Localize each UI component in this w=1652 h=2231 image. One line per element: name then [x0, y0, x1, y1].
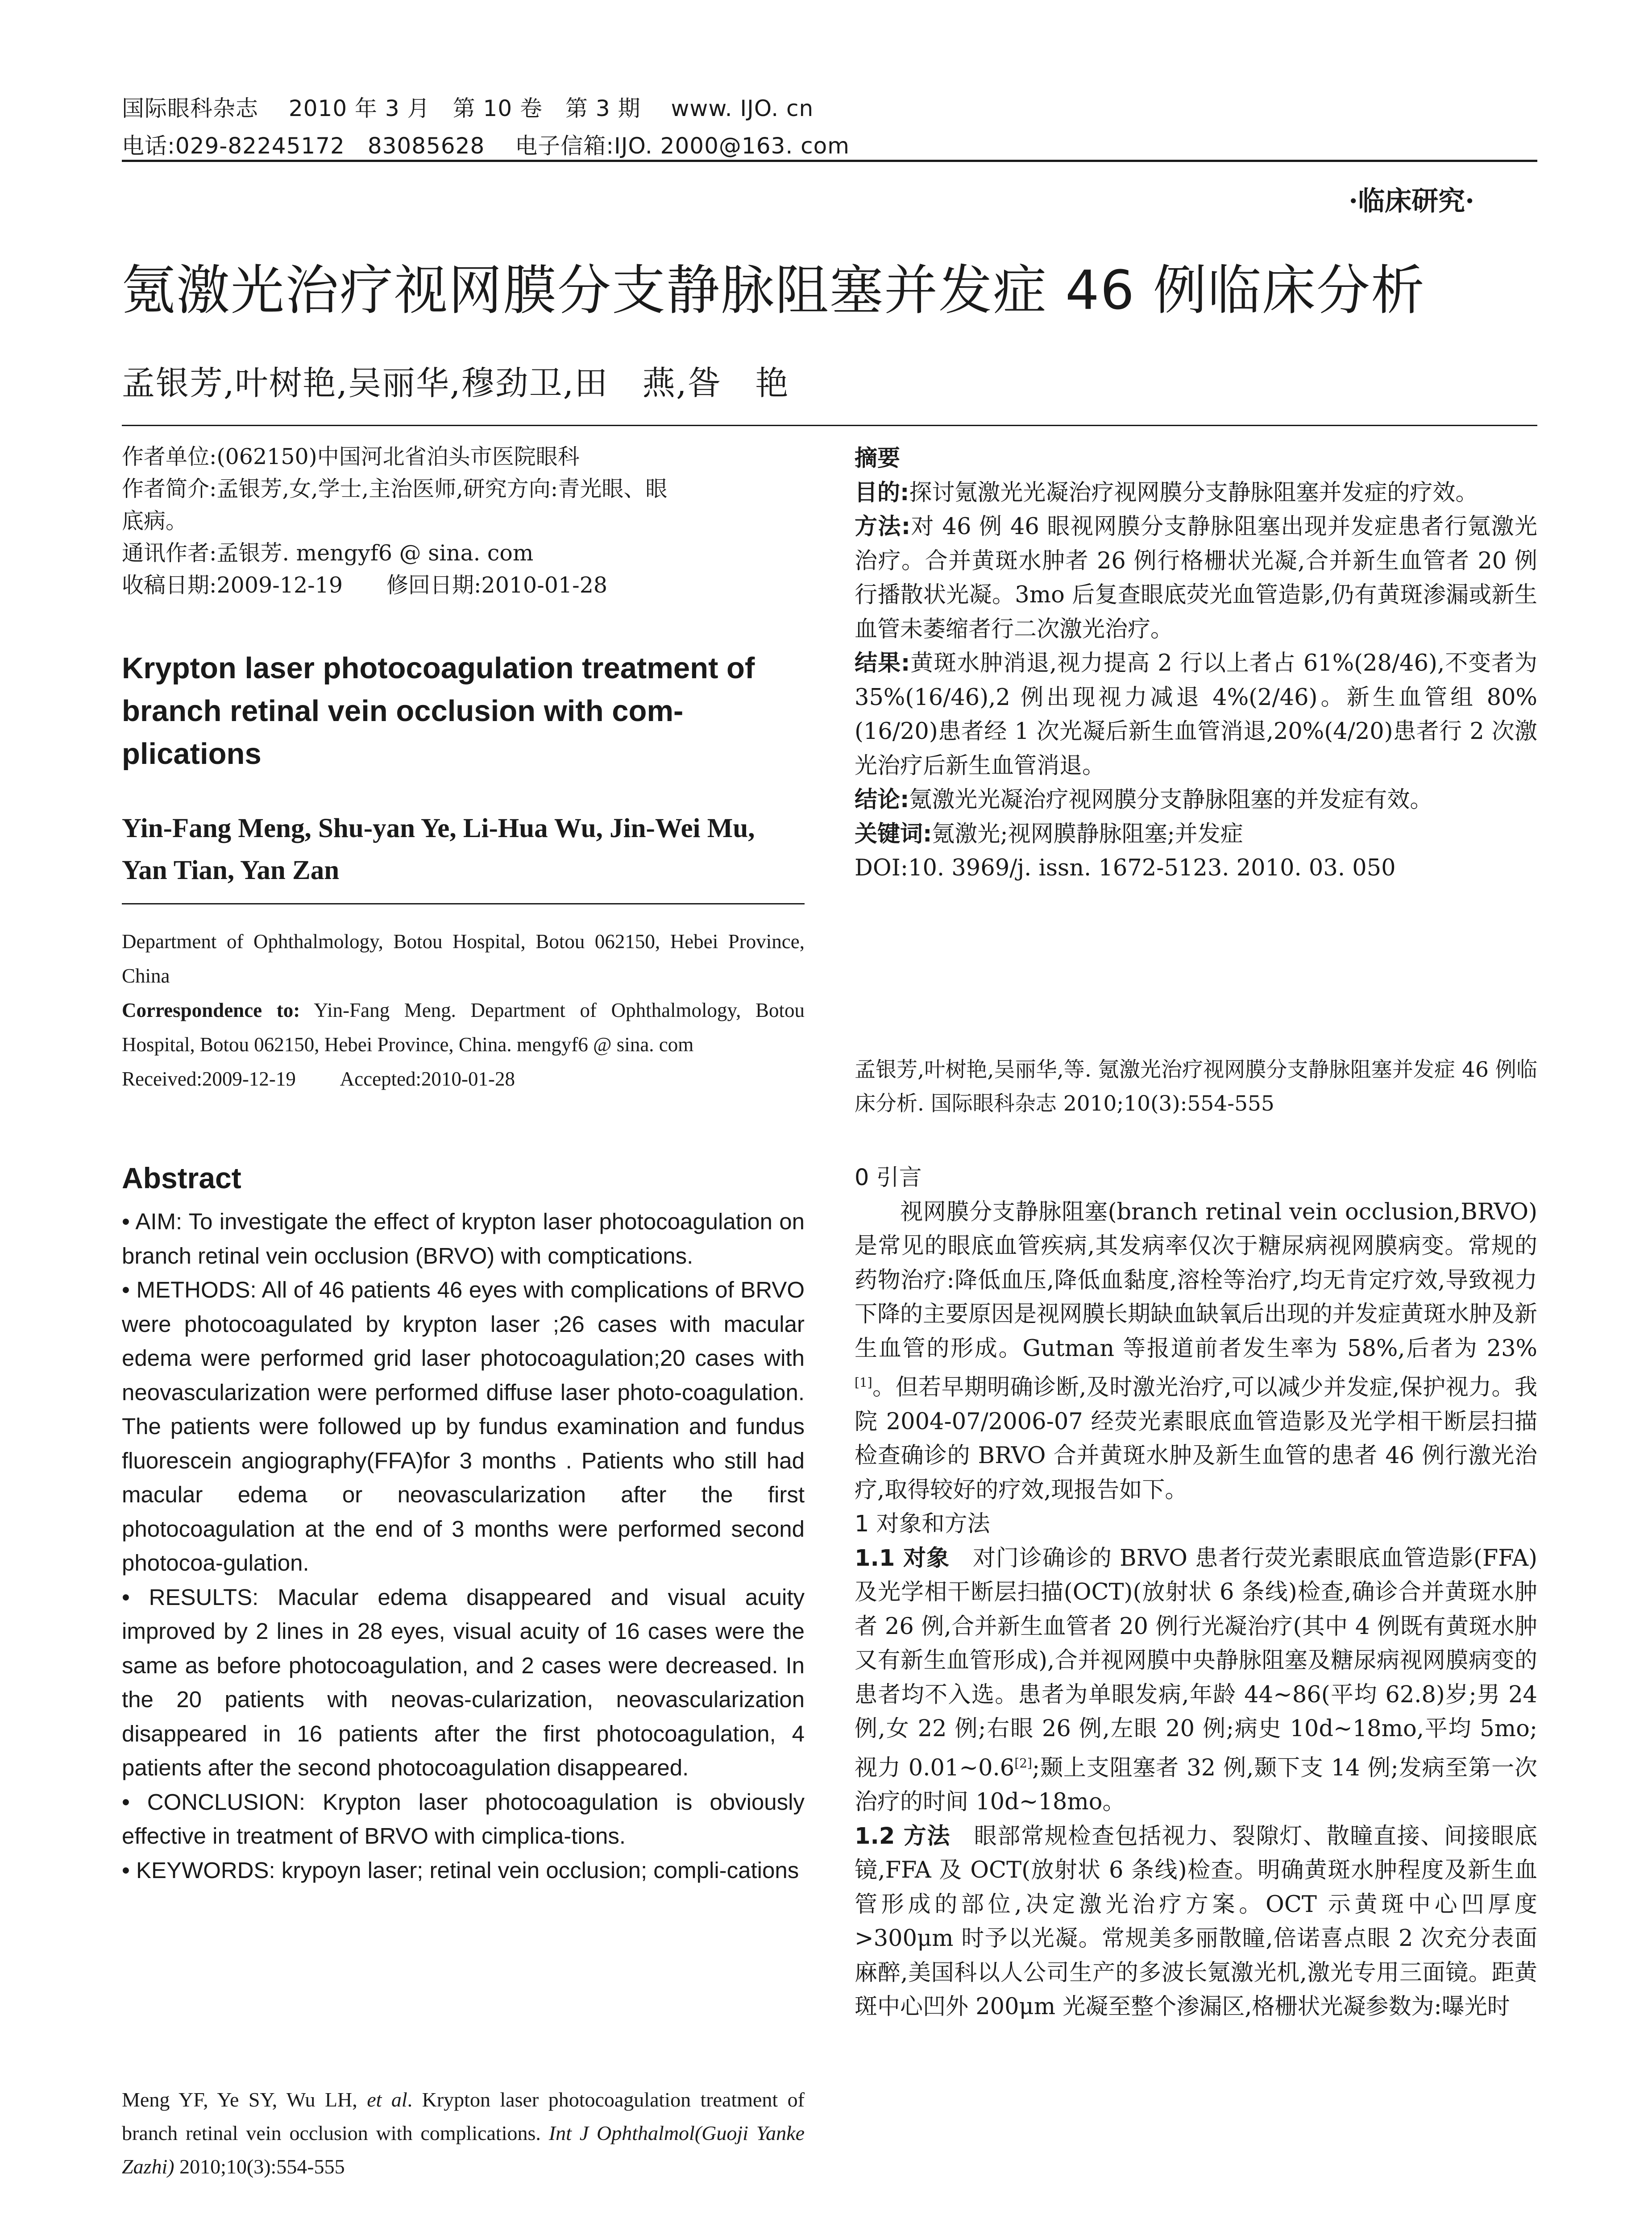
department-en: Department of Ophthalmology, Botou Hospital, Botou 062150, Hebei Province, China	[122, 930, 805, 987]
article-title-zh: 氪激光治疗视网膜分支静脉阻塞并发症 46 例临床分析	[122, 260, 1425, 322]
citation-etal: et al	[367, 2088, 407, 2111]
aim-label: 目的:	[855, 479, 909, 506]
section1-heading: 1 对象和方法	[855, 1511, 990, 1537]
author-rule	[122, 903, 805, 904]
citation-en	[122, 2083, 805, 2183]
s11-text: 对门诊确诊的 BRVO 患者行荧光素眼底血管造影(FFA)及光学相干断层扫描(OCT)(放射状 6 条线)检查,确诊合并黄斑水肿者 26 例,合并新生血管者 20 例行光凝治疗(其中 4 例既有黄斑水肿又有新生血管形成),合并视网膜中央静脉阻塞及糖尿病视网膜病变的患者均不入选。患者为单眼发病,年龄 44~86(平均 62.8)岁;男 24 例,女 22 例;右眼 26 例,左眼 20 例;病史 10d~18mo,平均 5mo;视力 0.01~0.6	[855, 1545, 1537, 1781]
methods-label: 方法:	[855, 514, 911, 540]
correspondence-zh: 通讯作者:孟银芳. mengyf6 @ sina. com	[122, 540, 534, 566]
abstract-zh-aim	[855, 476, 1537, 510]
citation-title: . Krypton laser photocoagulation treatment of branch retinal vein occlusion with complications.	[122, 2088, 805, 2144]
correspondence-label: Correspondence to:	[122, 999, 300, 1021]
abstract-zh-methods	[855, 510, 1537, 647]
abstract-keywords: • KEYWORDS: krypoyn laser; retinal vein occlusion; compli-cations	[122, 1857, 799, 1883]
ref-1: [1]	[855, 1375, 872, 1390]
correspondence-text: Yin-Fang Meng. Department of Ophthalmology, Botou Hospital, Botou 062150, Hebei Province, China. mengyf6 @ sina. com	[122, 999, 805, 1056]
citation-authors: Meng YF, Ye SY, Wu LH,	[122, 2088, 367, 2111]
abstract-zh-results	[855, 647, 1537, 783]
doi: DOI:10. 3969/j. issn. 1672-5123. 2010. 03. 050	[855, 855, 1396, 881]
dates-en: Received:2009-12-19 Accepted:2010-01-28	[122, 1068, 515, 1090]
aim-text: 探讨氪激光光凝治疗视网膜分支静脉阻塞并发症的疗效。	[909, 479, 1478, 506]
intro-text: 视网膜分支静脉阻塞(branch retinal vein occlusion,BRVO)是常见的眼底血管疾病,其发病率仅次于糖尿病视网膜病变。常规的药物治疗:降低血压,降低血黏度,溶栓等治疗,均无肯定疗效,导致视力下降的主要原因是视网膜长期缺血缺氧后出现的并发症黄斑水肿及新生血管的形成。Gutman 等报道前者发生率为 58%,后者为 23%	[855, 1198, 1538, 1362]
author-unit: 作者单位:(062150)中国河北省泊头市医院眼科	[122, 444, 580, 469]
authors-zh: 孟银芳,叶树艳,吴丽华,穆劲卫,田 燕,昝 艳	[122, 364, 789, 402]
conclusion-text: 氪激光光凝治疗视网膜分支静脉阻塞的并发症有效。	[909, 787, 1433, 813]
keywords-text: 氪激光;视网膜静脉阻塞;并发症	[932, 821, 1243, 847]
abstract-methods: • METHODS: All of 46 patients 46 eyes with complications of BRVO were photocoagulated by krypton laser ;26 cases with macular edema were performed grid laser photocoagulation;20 cases with neovascularization were performed diffuse laser photo-coagulation. The patients were followed up by fundus examination and fundus fluorescein angiography(FFA)for 3 months . Patients who still had macular edema or neovascularization after the first photocoagulation at the end of 3 months were performed second photocoa-gulation.	[122, 1277, 805, 1576]
intro-text-cont: 。但若早期明确诊断,及时激光治疗,可以减少并发症,保护视力。我院 2004-07/2006-07 经荧光素眼底血管造影及光学相干断层扫描检查确诊的 BRVO 合并黄斑水肿及新生血管的患者 46 例行激光治疗,取得较好的疗效,现报告如下。	[855, 1374, 1537, 1503]
citation-journal: Int J Ophthalmol(Guoji Yanke Zazhi)	[122, 2122, 805, 2178]
s12-text: 眼部常规检查包括视力、裂隙灯、散瞳直接、间接眼底镜,FFA 及 OCT(放射状 6 条线)检查。明确黄斑水肿程度及新生血管形成的部位,决定激光治疗方案。OCT 示黄斑中心凹厚度>300μm 时予以光凝。常规美多丽散瞳,倍诺喜点眼 2 次充分表面麻醉,美国科以人公司生产的多波长氪激光机,激光专用三面镜。距黄斑中心凹外 200μm 光凝至整个渗漏区,格栅状光凝参数为:曝光时	[855, 1823, 1537, 2020]
header-rule	[122, 160, 1537, 162]
title-rule	[122, 425, 1537, 426]
results-text: 黄斑水肿消退,视力提高 2 行以上者占 61%(28/46),不变者为 35%(16/46),2 例出现视力减退 4%(2/46)。新生血管组 80%(16/20)患者经 1 次光凝后新生血管消退,20%(4/20)患者行 2 次激光治疗后新生血管消退。	[855, 650, 1537, 779]
citation-zh: 孟银芳,叶树艳,吴丽华,等. 氪激光治疗视网膜分支静脉阻塞并发症 46 例临床分析. 国际眼科杂志 2010;10(3):554-555	[855, 1057, 1537, 1116]
abstract-results: • RESULTS: Macular edema disappeared and visual acuity improved by 2 lines in 28 eyes, visual acuity of 16 cases were the same as before photocoagulation, and 2 cases were decreased. In the 20 patients with neovas-cularization, neovascularization disappeared in 16 patients after the first photocoagulation, 4 patients after the second photocoagulation disappeared.	[122, 1584, 805, 1780]
abstract-en-body	[122, 1205, 805, 1887]
section-label: ·临床研究·	[1349, 186, 1474, 217]
conclusion-label: 结论:	[855, 787, 909, 813]
abstract-zh-keywords	[855, 817, 1537, 852]
s11-text-cont: ;颞上支阻塞者 32 例,颞下支 14 例;发病至第一次治疗的时间 10d~18mo。	[855, 1754, 1538, 1815]
body-zh	[855, 1161, 1537, 2024]
abstract-conclusion: • CONCLUSION: Krypton laser photocoagulation is obviously effective in treatment of BRVO with cimplica-tions.	[122, 1789, 805, 1849]
abstract-aim: • AIM: To investigate the effect of krypton laser photocoagulation on branch retinal vein occlusion (BRVO) with comptications.	[122, 1209, 805, 1269]
section-1-1	[855, 1542, 1537, 1820]
intro-heading: 0 引言	[855, 1165, 922, 1191]
results-label: 结果:	[855, 650, 910, 676]
intro-paragraph	[855, 1195, 1537, 1508]
citation-volume: 2010;10(3):554-555	[174, 2155, 345, 2178]
ref-2: [2]	[1014, 1755, 1032, 1771]
article-title-en: Krypton laser photocoagulation treatment of branch retinal vein occlusion with com-plications	[122, 651, 755, 771]
abstract-zh-heading: 摘要	[855, 445, 901, 472]
section-1-2	[855, 1820, 1537, 2024]
abstract-heading: Abstract	[122, 1161, 241, 1194]
authors-en: Yin-Fang Meng, Shu-yan Ye, Li-Hua Wu, Jin-Wei Mu, Yan Tian, Yan Zan	[122, 813, 755, 885]
journal-contact-line: 电话:029-82245172 83085628 电子信箱:IJO. 2000@163. com	[122, 133, 850, 159]
affiliation-en	[122, 925, 805, 1096]
dates-zh: 收稿日期:2009-12-19 修回日期:2010-01-28	[122, 572, 608, 598]
s12-label: 1.2 方法	[855, 1823, 951, 1849]
s11-label: 1.1 对象	[855, 1545, 950, 1572]
correspondence-en	[122, 993, 805, 1062]
author-bio-cont: 底病。	[122, 508, 188, 534]
author-bio: 作者简介:孟银芳,女,学士,主治医师,研究方向:青光眼、眼	[122, 476, 668, 502]
abstract-zh-conclusion	[855, 783, 1537, 817]
keywords-label: 关键词:	[855, 821, 932, 847]
journal-info-line: 国际眼科杂志 2010 年 3 月 第 10 卷 第 3 期 www. IJO. cn	[122, 95, 814, 121]
abstract-zh	[855, 442, 1537, 886]
author-meta-zh	[122, 441, 805, 601]
methods-text: 对 46 例 46 眼视网膜分支静脉阻塞出现并发症患者行氪激光治疗。合并黄斑水肿者 26 例行格栅状光凝,合并新生血管者 20 例行播散状光凝。3mo 后复查眼底荧光血管造影,仍有黄斑渗漏或新生血管未萎缩者行二次激光治疗。	[855, 514, 1537, 643]
